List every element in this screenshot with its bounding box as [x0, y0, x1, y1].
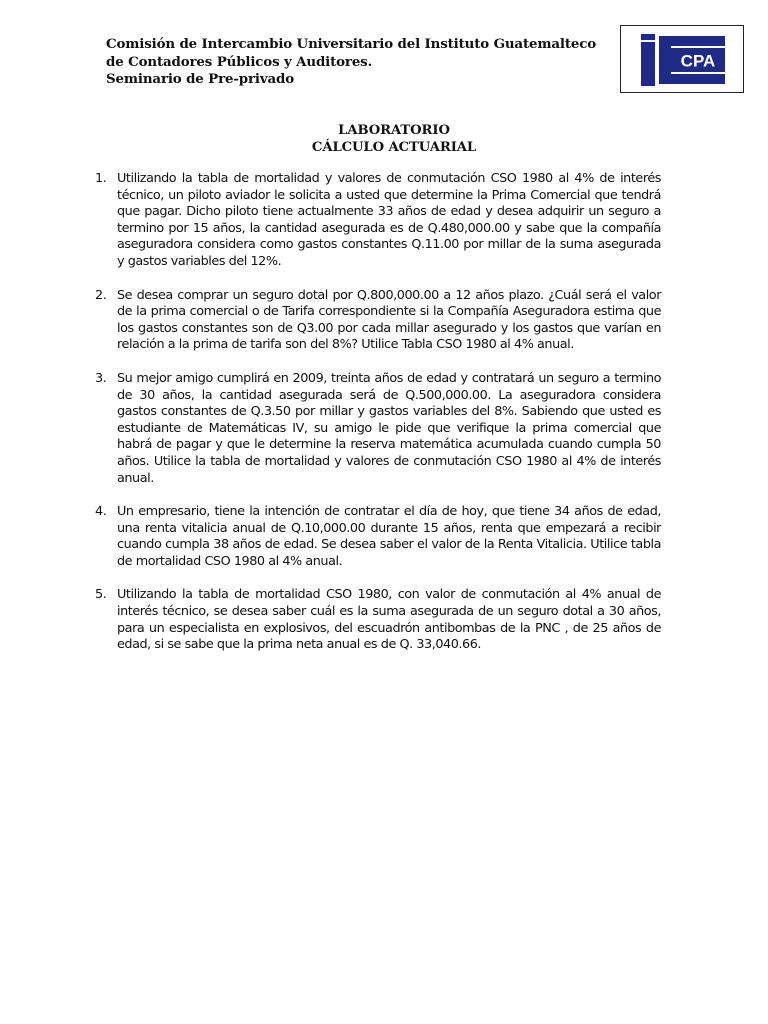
exercise-number: 3.	[95, 370, 107, 386]
exercise-item	[95, 288, 661, 354]
document-title	[0, 122, 768, 156]
exercise-text: Se desea comprar un seguro dotal por Q.800,000.00 a 12 años plazo. ¿Cuál será el valor de la prima comercial o de Tarifa correspondiente si la Compañía Aseguradora estima que los gastos constantes son de Q3.00 por cada millar asegurado y los gastos que varían en relación a la prima de tarifa son del 8%? Utilice Tabla CSO 1980 al 4% anual.	[117, 287, 661, 353]
exercise-text: Un empresario, tiene la intención de contratar el día de hoy, que tiene 34 años de edad, una renta vitalicia anual de Q.10,000.00 durante 15 años, renta que empezará a recibir cuando cumpla 38 años de edad. Se desea saber el valor de la Renta Vitalicia. Utilice tabla de mortalidad CSO 1980 al 4% anual.	[117, 504, 661, 569]
title-laboratorio: LABORATORIO	[338, 123, 450, 138]
logo-letter-i	[641, 42, 655, 86]
exercise-number: 2.	[95, 287, 107, 303]
exercise-item	[95, 504, 661, 570]
exercise-list	[95, 171, 661, 671]
exercise-number: 5.	[95, 587, 107, 603]
header-line-organization: de Contadores Públicos y Auditores.	[106, 53, 373, 70]
exercise-item	[95, 171, 661, 271]
exercise-text: Utilizando la tabla de mortalidad y valores de conmutación CSO 1980 al 4% de interés técnico, un piloto aviador le solicita a usted que determine la Prima Comercial que tendrá que pagar. Dicho piloto tiene actualmente 33 años de edad y desea adquirir un seguro a termino por 15 años, la cantidad asegurada es de Q.480,000.00 y sabe que la compañía aseguradora considera como gastos constantes Q.11.00 por millar de la suma asegurada y gastos variables del 12%.	[117, 171, 661, 269]
exercise-item	[95, 587, 661, 653]
exercise-number: 4.	[95, 504, 107, 520]
icpa-logo-graphic	[621, 26, 743, 92]
exercise-item	[95, 371, 661, 487]
header-line-institution: Comisión de Intercambio Universitario del Instituto Guatemalteco	[106, 36, 597, 52]
title-calculo-actuarial: CÁLCULO ACTUARIAL	[311, 140, 477, 155]
document-header	[106, 36, 606, 89]
logo-text-cpa: CPA	[680, 51, 716, 71]
icpa-logo	[620, 25, 744, 93]
exercise-number: 1.	[95, 171, 107, 186]
exercise-text: Su mejor amigo cumplirá en 2009, treinta años de edad y contratará un seguro a termino de 30 años, la cantidad asegurada será de Q.500,000.00. La aseguradora considera gastos constantes de Q.3.50 por millar y gastos variables del 8%. Sabiendo que usted es estudiante de Matemáticas IV, su amigo le pide que verifique la prima comercial que habrá de pagar y que le determine la reserva matemática acumulada cuando cumpla 50 años. Utilice la tabla de mortalidad y valores de conmutación CSO 1980 al 4% de interés anual.	[117, 370, 661, 486]
header-line-seminar: Seminario de Pre-privado	[106, 71, 294, 87]
exercise-text: Utilizando la tabla de mortalidad CSO 1980, con valor de conmutación al 4% anual de interés técnico, se desea saber cuál es la suma asegurada de un seguro dotal a 30 años, para un especialista en explosivos, del escuadrón antibombas de la PNC , de 25 años de edad, si se sabe que la prima neta anual es de Q. 33,040.66.	[117, 587, 661, 653]
